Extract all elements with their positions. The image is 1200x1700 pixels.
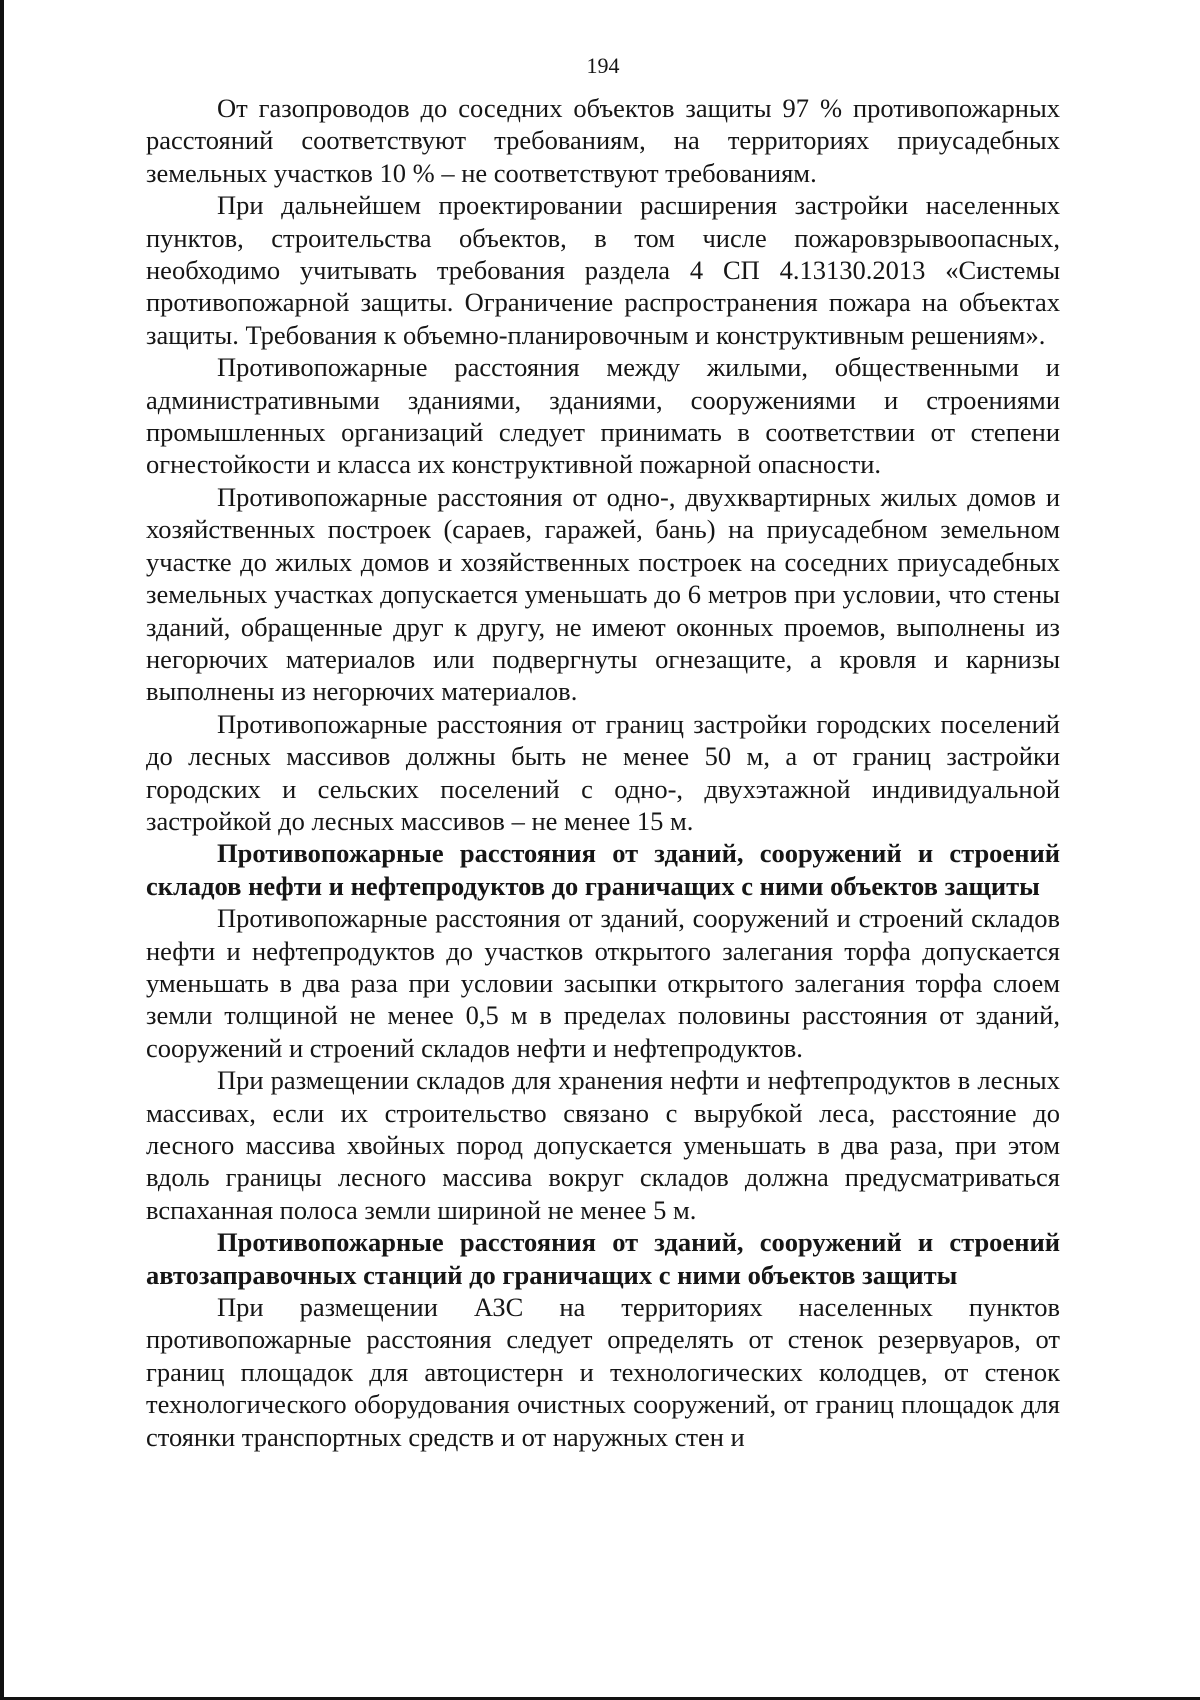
paragraph-forest-distances: Противопожарные расстояния от границ застройки городских поселений до лесных массивов должны быть не менее 50 м, а от границ застройки городских и сельских поселений с одно-, двухэтажной индивидуальной застройкой до лесных массивов – не менее 15 м.: [146, 708, 1060, 836]
section-heading-oil-depots: Противопожарные расстояния от зданий, сооружений и строений складов нефти и нефтепродуктов до граничащих с ними объектов защиты: [146, 838, 1060, 901]
paragraph-fuel-station-placement: При размещении АЗС на территориях населенных пунктов противопожарные расстояния следует определять от стенок резервуаров, от границ площадок для автоцистерн и технологических колодцев, от стенок технологического оборудования очистных сооружений, от границ площадок для стоянки транспортных средств и от наружных стен и: [146, 1292, 1060, 1452]
paragraph-household-plots: Противопожарные расстояния от одно-, двухквартирных жилых домов и хозяйственных построек (сараев, гаражей, бань) на приусадебном земельном участке до жилых домов и хозяйственных построек на соседних приусадебных земельных участках допускается уменьшать до 6 метров при условии, что стены зданий, обращенные друг к другу, не имеют оконных проемов, выполнены из негорючих материалов или подвергнуты огнезащите, а кровля и карнизы выполнены из негорючих материалов.: [146, 481, 1060, 707]
page-number: 194: [586, 53, 620, 78]
section-heading-fuel-stations: Противопожарные расстояния от зданий, сооружений и строений автозаправочных станций до граничащих с ними объектов защиты: [146, 1227, 1060, 1290]
paragraph-residential-distances: Противопожарные расстояния между жилыми, общественными и административными зданиями, зданиями, сооружениями и строениями промышленных организаций следует принимать в соответствии от степени огнестойкости и класса их конструктивной пожарной опасности.: [146, 352, 1060, 480]
document-page: [146, 52, 1060, 1453]
paragraph-design-requirements: При дальнейшем проектировании расширения застройки населенных пунктов, строительства объектов, в том числе пожаровзрывоопасных, необходимо учитывать требования раздела 4 СП 4.13130.2013 «Системы противопожарной защиты. Ограничение распространения пожара на объектах защиты. Требования к объемно-планировочным и конструктивным решениям».: [146, 190, 1060, 350]
paragraph-forest-depots: При размещении складов для хранения нефти и нефтепродуктов в лесных массивах, если их строительство связано с вырубкой леса, расстояние до лесного массива хвойных пород допускается уменьшать в два раза, при этом вдоль границы лесного массива вокруг складов должна предусматриваться вспаханная полоса земли шириной не менее 5 м.: [146, 1065, 1060, 1225]
paragraph-gas-pipelines: От газопроводов до соседних объектов защиты 97 % противопожарных расстояний соответствуют требованиям, на территориях приусадебных земельных участков 10 % – не соответствуют требованиям.: [146, 93, 1060, 188]
paragraph-peat-deposits: Противопожарные расстояния от зданий, сооружений и строений складов нефти и нефтепродуктов до участков открытого залегания торфа допускается уменьшать в два раза при условии засыпки открытого залегания торфа слоем земли толщиной не менее 0,5 м в пределах половины расстояния от зданий, сооружений и строений складов нефти и нефтепродуктов.: [146, 903, 1060, 1063]
scan-border-left: [0, 0, 4, 1700]
